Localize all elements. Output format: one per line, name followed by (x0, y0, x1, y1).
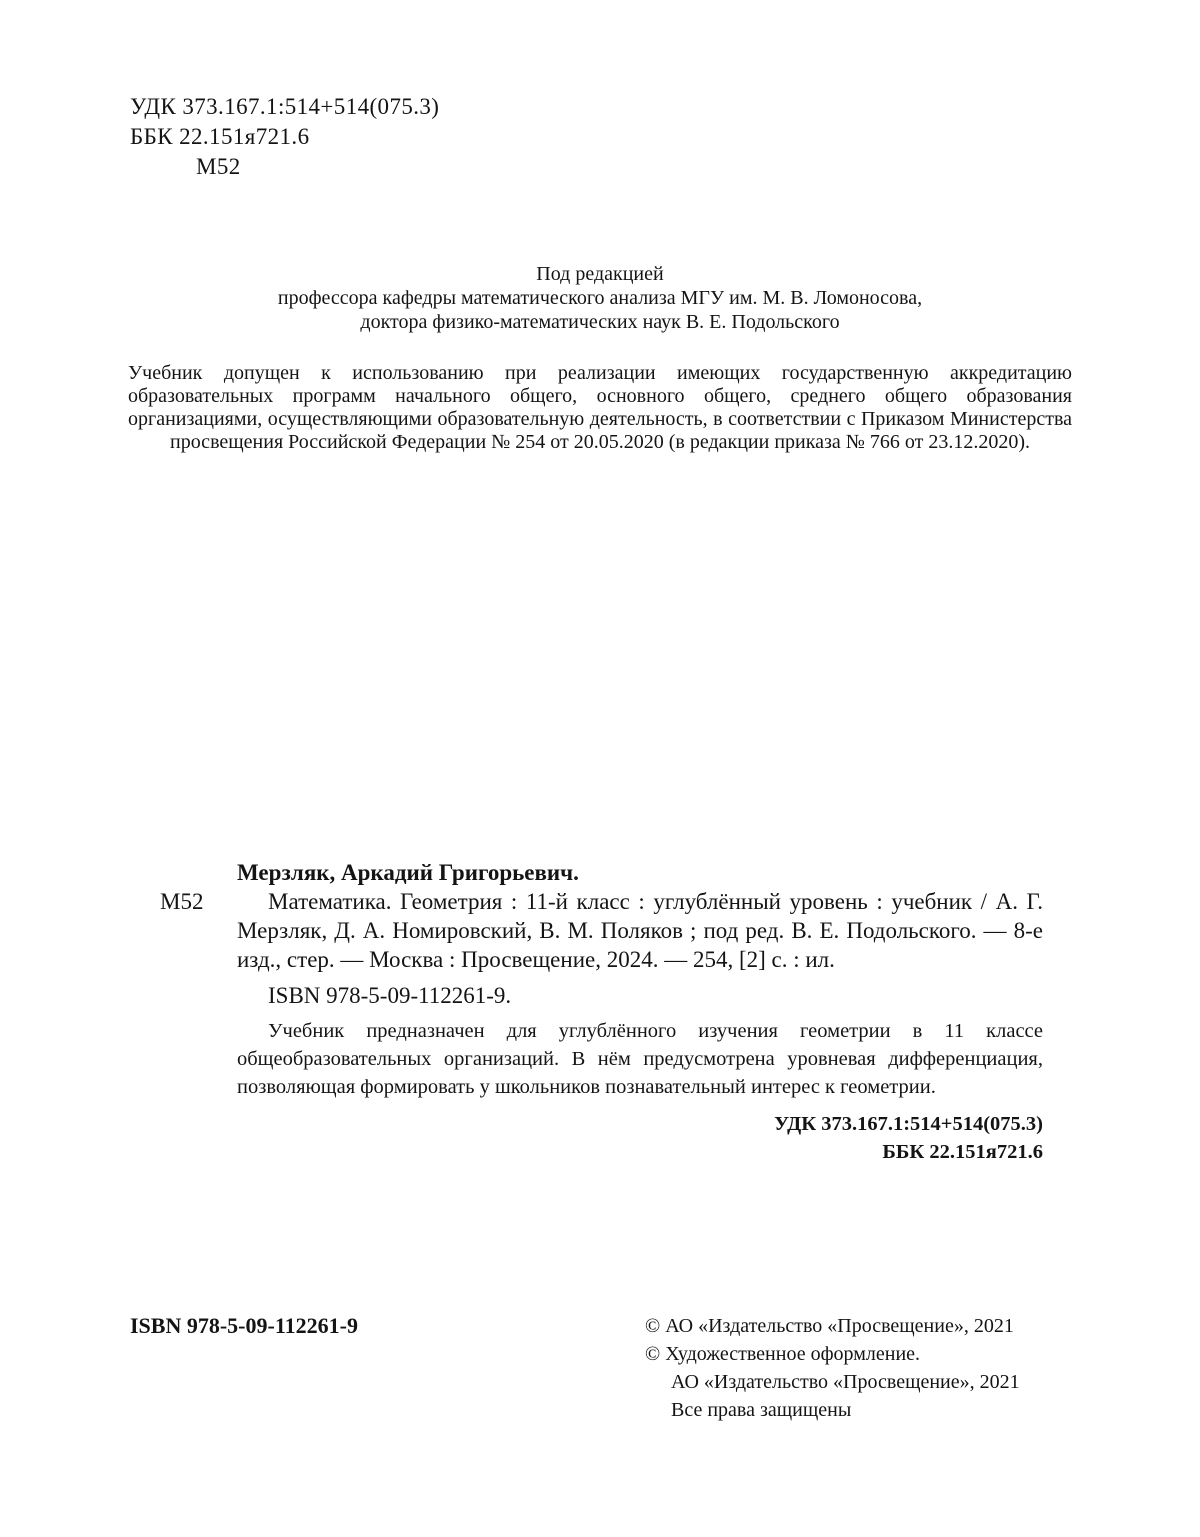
udk-code: УДК 373.167.1:514+514(075.3) (130, 94, 440, 119)
bibliographic-card (160, 858, 1043, 1166)
classification-refs (237, 1110, 1043, 1166)
udk-ref: УДК 373.167.1:514+514(075.3) (774, 1113, 1043, 1135)
bib-isbn: ISBN 978-5-09-112261-9. (268, 983, 512, 1008)
annotation-paragraph: Учебник предназначен для углублённого изучения геометрии в 11 классе общеобразовательных организаций. В нём предусмотрена уровневая дифференциация, позволяющая формировать у школьников познавательный интерес к геометрии. (237, 1020, 1043, 1098)
author-sign-code: М52 (196, 154, 241, 179)
bbk-code: ББК 22.151я721.6 (130, 124, 310, 149)
copyright-line-design: © Художественное оформление. (645, 1343, 921, 1365)
editor-name-line: доктора физико-математических наук В. Е. Подольского (360, 311, 840, 333)
footer-isbn: ISBN 978-5-09-112261-9 (130, 1313, 358, 1338)
bib-author: Мерзляк, Аркадий Григорьевич. (237, 860, 579, 885)
approval-paragraph: Учебник допущен к использованию при реализации имеющих государственную аккредитацию образовательных программ начального общего, основного общего, среднего общего образования организациями, осуществляющими образовательную деятельность, в соответствии с Приказом Министерства просвещения Российской Федерации № 254 от 20.05.2020 (в редакции приказа № 766 от 23.12.2020). (128, 362, 1072, 453)
copyright-line-publisher: © АО «Издательство «Просвещение», 2021 (645, 1315, 1014, 1337)
edited-by-heading: Под редакцией (536, 263, 664, 285)
bib-description: Математика. Геометрия : 11-й класс : углублённый уровень : учебник / А. Г. Мерзляк, Д. А. Номировский, В. М. Поляков ; под ред. В. Е. Подольского. — 8-е изд., стер. — Москва : Просвещение, 2024. — 254, [2] с. : ил. (237, 889, 1043, 972)
classification-block (130, 92, 439, 182)
copyright-line-rights: Все права защищены (671, 1399, 852, 1421)
editors-block (0, 262, 1200, 334)
bbk-ref: ББК 22.151я721.6 (882, 1141, 1043, 1163)
copyright-block (645, 1312, 1020, 1424)
margin-author-sign: М52 (160, 889, 204, 914)
editor-title-line: профессора кафедры математического анализа МГУ им. М. В. Ломоносова, (277, 287, 923, 309)
copyright-line-publisher-2: АО «Издательство «Просвещение», 2021 (671, 1371, 1020, 1393)
